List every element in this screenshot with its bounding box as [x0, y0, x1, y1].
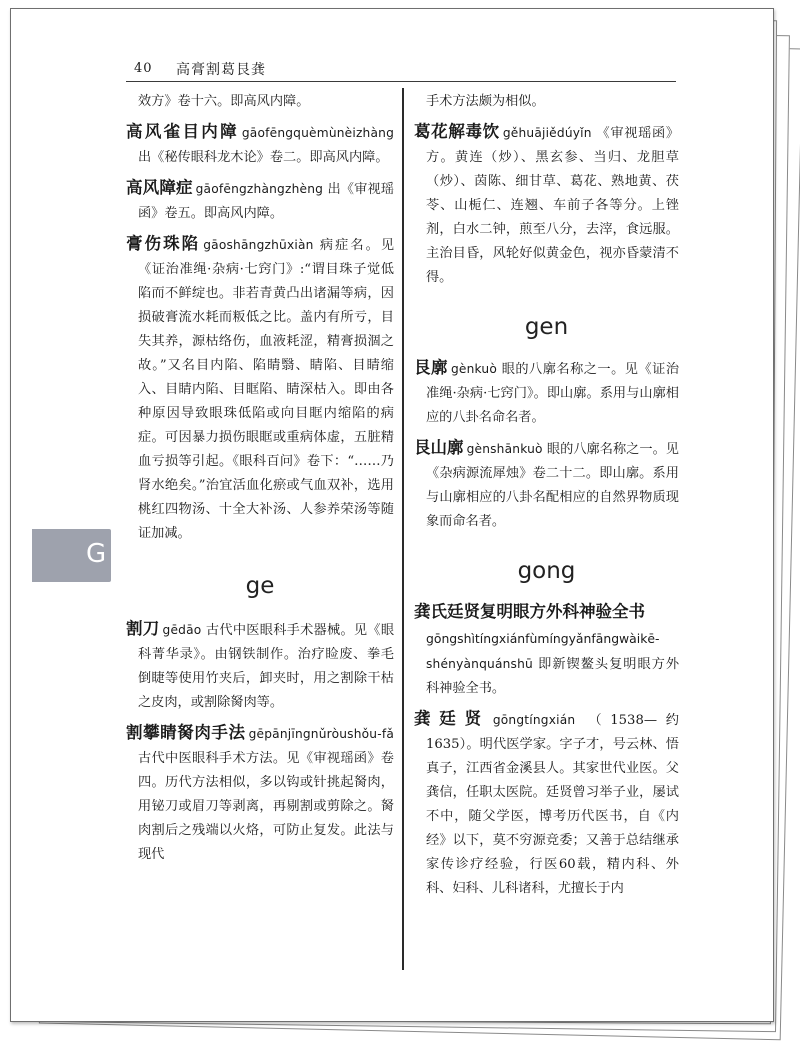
entry-pinyin: gēdāo — [162, 623, 202, 637]
entry-continuation — [126, 90, 394, 114]
letter-index-tab-label: G — [86, 539, 107, 569]
entry-pinyin: gāoshāngzhūxiàn — [203, 238, 314, 252]
entry-pinyin: gènshānkuò — [466, 442, 543, 456]
entry-text: 眼的八廓名称之一。见《杂病源流犀烛》卷二十二。即山廓。系用与山廓相应的八卦名配相应的自然界物质现象而命名者。 — [426, 442, 679, 529]
entry-headword: 割攀睛胬肉手法 — [126, 723, 246, 742]
entry-pinyin: gōngtíngxián — [492, 713, 576, 727]
dictionary-entry — [414, 707, 679, 901]
entry-text: 效方》卷十六。即高风内障。 — [138, 94, 310, 109]
entry-text: 出《审视瑶函》卷五。即高风内障。 — [138, 182, 394, 221]
dictionary-entry — [126, 721, 394, 867]
dictionary-entry — [126, 176, 394, 226]
entry-pinyin: gōngshìtíngxiánfùmíngyǎnfāngwàikē- — [426, 631, 660, 646]
entry-pinyin: shényànquánshū — [426, 657, 533, 671]
dictionary-entry — [126, 120, 394, 170]
letter-index-tab[interactable] — [32, 529, 111, 582]
entry-headword: 龚廷贤 — [414, 709, 490, 728]
section-heading-gong: gong — [517, 558, 576, 584]
dictionary-entry — [414, 436, 679, 534]
right-column — [414, 90, 679, 901]
entry-continuation — [414, 90, 679, 114]
page-header — [126, 51, 676, 82]
entry-headword: 割刀 — [126, 619, 160, 638]
entry-headword: 龚氏廷贤复明眼方外科神验全书 — [414, 602, 645, 621]
entry-text: 《审视瑶函》方。黄连（炒）、黑玄参、当归、龙胆草（炒）、茵陈、细甘草、葛花、熟地黄、茯苓、山栀仁、连翘、车前子各等分。上锉剂，白水二钟，煎至八分，去滓，食远服。主治目昏，风轮好似黄金色，视亦昏蒙清不得。 — [426, 126, 680, 285]
section-heading-gen: gen — [524, 314, 569, 340]
dictionary-entry — [414, 120, 679, 290]
entry-pinyin: gāofēngzhàngzhèng — [195, 182, 324, 196]
dictionary-entry — [414, 356, 679, 430]
entry-headword: 膏伤珠陷 — [126, 234, 201, 253]
entry-headword: 葛花解毒饮 — [414, 122, 500, 141]
entry-text: 病症名。见《证治准绳·杂病·七窍门》:“谓目珠子觉低陷而不鲜绽也。非若青黄凸出诸漏等病，因损破膏流水耗而粄低之比。盖内有所亏，目失其养，源枯络伤，血液耗涩，精膏损涸之故。”又名目内陷、陷睛翳、睛陷、目睛缩入、目睛内陷、目眶陷、睛深枯入。即由各种原因导致眼珠低陷或向目眶内缩陷的病症。可因暴力损伤眼眶或重病体虚，五脏精血亏损等引起。《眼科百问》卷下：“……乃肾水绝矣。”治宜活血化瘀或气血双补，选用桃红四物汤、十全大补汤、人参养荣汤等随证加减。 — [138, 238, 395, 541]
dictionary-entry — [126, 617, 394, 715]
section-heading-ge: ge — [245, 573, 275, 599]
column-divider — [402, 88, 404, 970]
entry-text: 古代中医眼科手术方法。见《审视瑶函》卷四。历代方法相似，多以钩或针挑起胬肉，用铋刀或眉刀等剥离，再剔割或剪除之。胬肉割后之残端以火烙，可防止复发。此法与现代 — [138, 751, 394, 862]
entry-pinyin: gēpānjīngnǔròushǒu-fǎ — [248, 727, 394, 741]
entry-pinyin: gāofēngquèmùnèizhàng — [241, 126, 394, 140]
dictionary-entry — [126, 232, 394, 546]
entry-text: 手术方法颇为相似。 — [426, 94, 545, 109]
entry-text: 眼的八廓名称之一。见《证治准绳·杂病·七窍门》。即山廓。系用与山廓相应的八卦名命名者。 — [426, 362, 680, 425]
entry-text: 出《秘传眼科龙木论》卷二。即高风内障。 — [138, 150, 389, 165]
page-number: 40 — [134, 61, 153, 76]
entry-pinyin: gènkuò — [450, 362, 498, 376]
entry-text: （1538—约1635）。明代医学家。字子才，号云林、悟真子，江西省金溪县人。其家世代业医。父龚信，任职太医院。廷贤曾习举子业，屡试不中，随父学医，博考历代医书，自《内经》以下，莫不穷源竞委；又善于总结继承家传诊疗经验，行医60载，精内科、外科、妇科、儿科诸科，尤擅长于内 — [426, 713, 679, 896]
entry-headword: 艮山廓 — [414, 438, 464, 457]
running-title: 高膏割葛艮龚 — [176, 62, 266, 78]
entry-headword: 高风障症 — [126, 178, 193, 197]
dictionary-entry — [414, 600, 679, 701]
entry-headword: 高风雀目内障 — [126, 122, 239, 141]
entry-headword: 艮廓 — [414, 358, 448, 377]
entry-text: 即新锲鳌头复明眼方外科神验全书。 — [426, 657, 680, 696]
entry-pinyin: gěhuājiědúyǐn — [502, 126, 592, 140]
entry-text: 古代中医眼科手术器械。见《眼科菁华录》。由钢铁制作。治疗睑废、拳毛倒睫等使用竹夹后，卸夹时，用之割除干枯之皮肉，或割除胬肉等。 — [138, 623, 395, 710]
left-column — [126, 90, 394, 867]
